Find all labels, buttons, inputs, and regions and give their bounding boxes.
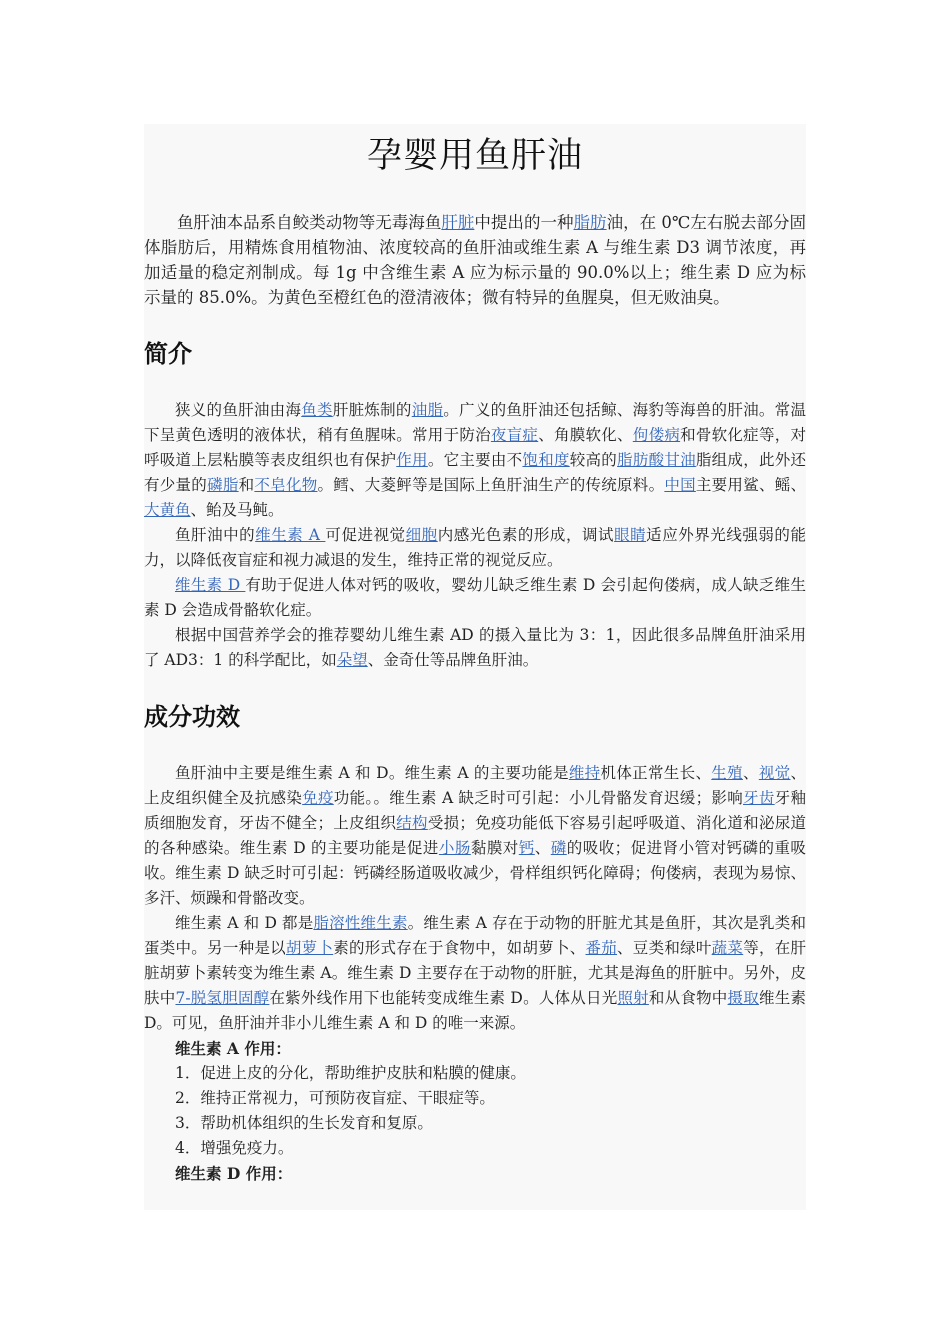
link-structure[interactable]: 结构: [396, 814, 428, 832]
page-title: 孕婴用鱼肝油: [366, 136, 583, 176]
link-fish[interactable]: 鱼类: [301, 401, 333, 419]
link-fat[interactable]: 脂肪: [573, 213, 607, 232]
section-heading-ingredients: 成分功效: [144, 703, 240, 731]
link-maintain[interactable]: 维持: [568, 764, 601, 782]
text: 、上皮组织健全及抗感染: [144, 764, 806, 807]
text: 等，在肝脏胡萝卜素转变为维生素 A。维生素 D 主要存在于动物的肝脏，尤其是海鱼的肝脏中。另外，皮肤中: [144, 939, 806, 1007]
text: 、金奇仕等品牌鱼肝油。: [367, 651, 539, 669]
text: 机体正常生长、: [600, 764, 712, 782]
text: 在紫外线作用下也能转变成维生素 D。人体从日光: [269, 989, 618, 1007]
link-effect[interactable]: 作用: [396, 451, 428, 469]
link-7-dehydrocholesterol[interactable]: 7-脱氢胆固醇: [175, 989, 270, 1007]
link-unsaponifiable[interactable]: 不皂化物: [254, 476, 318, 494]
link-rickets[interactable]: 佝偻病: [632, 426, 681, 444]
link-phospholipid[interactable]: 磷脂: [207, 476, 239, 494]
text: 黏膜对: [470, 839, 519, 857]
link-eyes[interactable]: 眼睛: [614, 526, 647, 544]
link-vitamin-a[interactable]: 维生素 A: [255, 526, 326, 544]
text: 主要用鲨、鳐、: [695, 476, 806, 494]
text: 素的形式存在于食物中，如胡萝卜、: [333, 939, 586, 957]
link-intake[interactable]: 摄取: [727, 989, 759, 1007]
section1-paragraph-3: [144, 573, 806, 623]
text: 肝脏炼制的: [332, 401, 412, 419]
text: 中提出的一种: [474, 213, 574, 232]
text: 功能。。维生素 A 缺乏时可引起：小儿骨骼发育迟缓；影响: [333, 789, 744, 807]
vitamin-a-effects-heading: 维生素 A 作用：: [175, 1039, 291, 1058]
text: 、: [742, 764, 759, 782]
text: 适应外界光线强弱的能力，以降低夜盲症和视力减退的发生，维持正常的视觉反应。: [144, 526, 806, 569]
text: 、豆类和绿叶: [617, 939, 712, 957]
intro-paragraph: [144, 210, 806, 310]
link-immunity[interactable]: 免疫: [302, 789, 334, 807]
section2-paragraph-2: [144, 911, 806, 1036]
section-heading-intro: 简介: [144, 340, 192, 368]
section1-paragraph-4: [144, 623, 806, 673]
text: 鱼肝油本品系自鲛类动物等无毒海鱼: [177, 213, 442, 232]
link-liver[interactable]: 肝脏: [441, 213, 475, 232]
link-oil-fat[interactable]: 油脂: [411, 401, 444, 419]
text: 和骨软化症等，对呼吸道上层粘膜等表皮组织也有保护: [144, 426, 806, 469]
text: 脂组成，此外还有少量的: [144, 451, 806, 494]
list-item: 3．帮助机体组织的生长发育和复原。: [175, 1114, 433, 1132]
text: 可促进视觉: [325, 526, 406, 544]
list-item: 2．维持正常视力，可预防夜盲症、干眼症等。: [175, 1089, 495, 1107]
text: 和: [238, 476, 255, 494]
link-calcium[interactable]: 钙: [518, 839, 535, 857]
link-vegetables[interactable]: 蔬菜: [711, 939, 744, 957]
link-phosphorus[interactable]: 磷: [550, 839, 567, 857]
list-item: 4．增强免疫力。: [175, 1139, 294, 1157]
link-small-intestine[interactable]: 小肠: [438, 839, 471, 857]
text: 、: [534, 839, 551, 857]
link-reproduction[interactable]: 生殖: [711, 764, 743, 782]
text: 油，在 0℃左右脱去部分固体脂肪后，用精炼食用植物油、浓度较高的鱼肝油或维生素 A 与维生素 D3 调节浓度，再加适量的稳定剂制成。每 1g 中含维生素 A 应为标示量的 90.0%以上；维生素 D 应为标示量的 85.0%。为黄色至橙红色的澄清液体；微有特异的鱼腥臭，但无败油臭。: [144, 213, 806, 307]
section2-paragraph-1: [144, 761, 806, 911]
link-night-blindness[interactable]: 夜盲症: [490, 426, 539, 444]
text: 较高的: [569, 451, 618, 469]
text: 。鳕、大菱鲆等是国际上鱼肝油生产的传统原料。: [317, 476, 665, 494]
text: 牙釉质细胞发育，牙齿不健全；上皮组织: [144, 789, 806, 832]
list-item: 1．促进上皮的分化，帮助维护皮肤和粘膜的健康。: [175, 1064, 526, 1082]
link-china[interactable]: 中国: [664, 476, 696, 494]
text: 内感光色素的形成，调试: [437, 526, 615, 544]
text: 、鲐及马鲀。: [190, 501, 284, 519]
link-irradiation[interactable]: 照射: [617, 989, 649, 1007]
text: 、角膜软化、: [538, 426, 633, 444]
section1-paragraph-2: [144, 523, 806, 573]
document-page: [144, 124, 806, 1210]
link-cell[interactable]: 细胞: [405, 526, 438, 544]
link-fat-soluble-vitamin[interactable]: 脂溶性维生素: [313, 914, 408, 932]
link-teeth[interactable]: 牙齿: [743, 789, 775, 807]
link-fatty-acid-glycerol[interactable]: 脂肪酸甘油: [617, 451, 696, 469]
link-vision[interactable]: 视觉: [758, 764, 791, 782]
text: 根据中国营养学会的推荐婴幼儿维生素 AD 的摄入量比为 3：1，因此很多品牌鱼肝油采用了 AD3：1 的科学配比，如: [144, 626, 806, 669]
text: 和从食物中: [648, 989, 728, 1007]
link-vitamin-d[interactable]: 维生素 D: [175, 576, 246, 594]
text: 。维生素 A 存在于动物的肝脏尤其是鱼肝，其次是乳类和蛋类中。另一种是以: [144, 914, 806, 957]
text: 狭义的鱼肝油由海: [175, 401, 302, 419]
link-yellow-croaker[interactable]: 大黄鱼: [144, 501, 191, 519]
text: 有助于促进人体对钙的吸收，婴幼儿缺乏维生素 D 会引起佝偻病，成人缺乏维生素 D 会造成骨骼软化症。: [144, 576, 806, 619]
text: 受损；免疫功能低下容易引起呼吸道、消化道和泌尿道的各种感染。维生素 D 的主要功能是促进: [144, 814, 806, 857]
text: 鱼肝油中的: [175, 526, 256, 544]
link-tomato[interactable]: 番茄: [585, 939, 618, 957]
text: 维生素 D。可见，鱼肝油并非小儿维生素 A 和 D 的唯一来源。: [144, 989, 806, 1032]
vitamin-d-effects-heading: 维生素 D 作用：: [175, 1164, 293, 1183]
text: 。广义的鱼肝油还包括鲸、海豹等海兽的肝油。常温下呈黄色透明的液体状，稍有鱼腥味。常用于防治: [144, 401, 806, 444]
link-saturation[interactable]: 饱和度: [522, 451, 570, 469]
text: 的吸收；促进肾小管对钙磷的重吸收。维生素 D 缺乏时可引起：钙磷经肠道吸收减少，骨样组织钙化障碍；佝偻病，表现为易惊、多汗、烦躁和骨骼改变。: [144, 839, 806, 907]
text: 维生素 A 和 D 都是: [175, 914, 314, 932]
link-carrot[interactable]: 胡萝卜: [285, 939, 334, 957]
link-duowang[interactable]: 朵望: [336, 651, 368, 669]
text: 鱼肝油中主要是维生素 A 和 D。维生素 A 的主要功能是: [175, 764, 569, 782]
section1-paragraph-1: [144, 398, 806, 523]
text: 。它主要由不: [427, 451, 523, 469]
